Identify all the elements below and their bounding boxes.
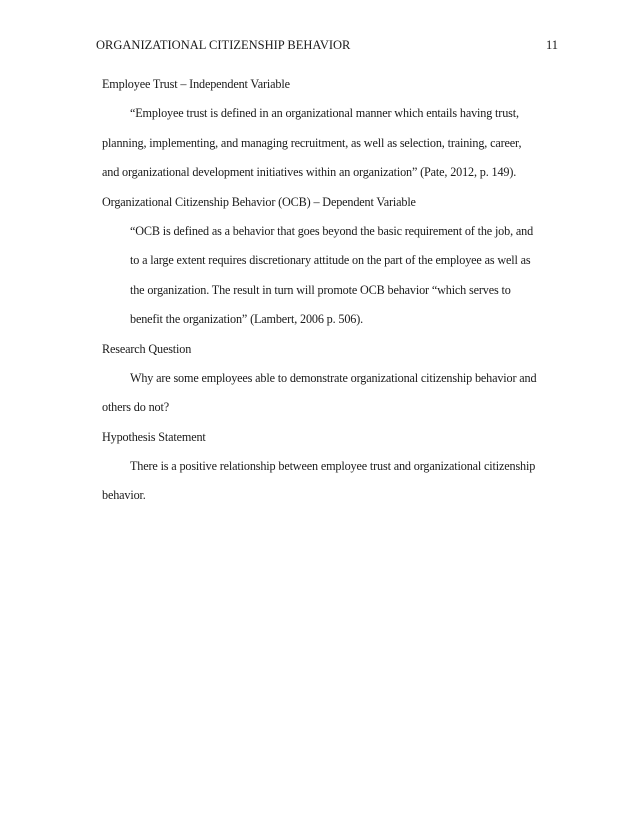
- block-quote-line: benefit the organization” (Lambert, 2006 p. 506).: [130, 312, 364, 327]
- section-heading-ocb: Organizational Citizenship Behavior (OCB) – Dependent Variable: [102, 194, 416, 209]
- document-body: [102, 70, 572, 511]
- paragraph-line: There is a positive relationship between employee trust and organizational citizenship: [130, 459, 536, 474]
- block-quote-line: “OCB is defined as a behavior that goes beyond the basic requirement of the job, and: [130, 223, 534, 238]
- running-head-title: ORGANIZATIONAL CITIZENSHIP BEHAVIOR: [96, 38, 351, 52]
- block-quote-line: the organization. The result in turn will promote OCB behavior “which serves to: [130, 282, 511, 297]
- page-number: 11: [545, 38, 558, 52]
- paragraph-line: “Employee trust is defined in an organizational manner which entails having trust,: [130, 106, 519, 121]
- section-heading-employee-trust: Employee Trust – Independent Variable: [102, 77, 290, 91]
- paragraph-line: planning, implementing, and managing recruitment, as well as selection, training, career,: [102, 135, 522, 150]
- running-head: [96, 35, 558, 55]
- paragraph-line: and organizational development initiatives within an organization” (Pate, 2012, p. 149).: [102, 165, 517, 180]
- block-quote-line: to a large extent requires discretionary attitude on the part of the employee as well as: [130, 253, 531, 268]
- paragraph-line: Why are some employees able to demonstrate organizational citizenship behavior and: [130, 370, 537, 385]
- paragraph-line: behavior.: [102, 488, 146, 503]
- paragraph-line: others do not?: [102, 400, 169, 415]
- section-heading-research-question: Research Question: [102, 341, 192, 356]
- section-heading-hypothesis: Hypothesis Statement: [102, 429, 206, 444]
